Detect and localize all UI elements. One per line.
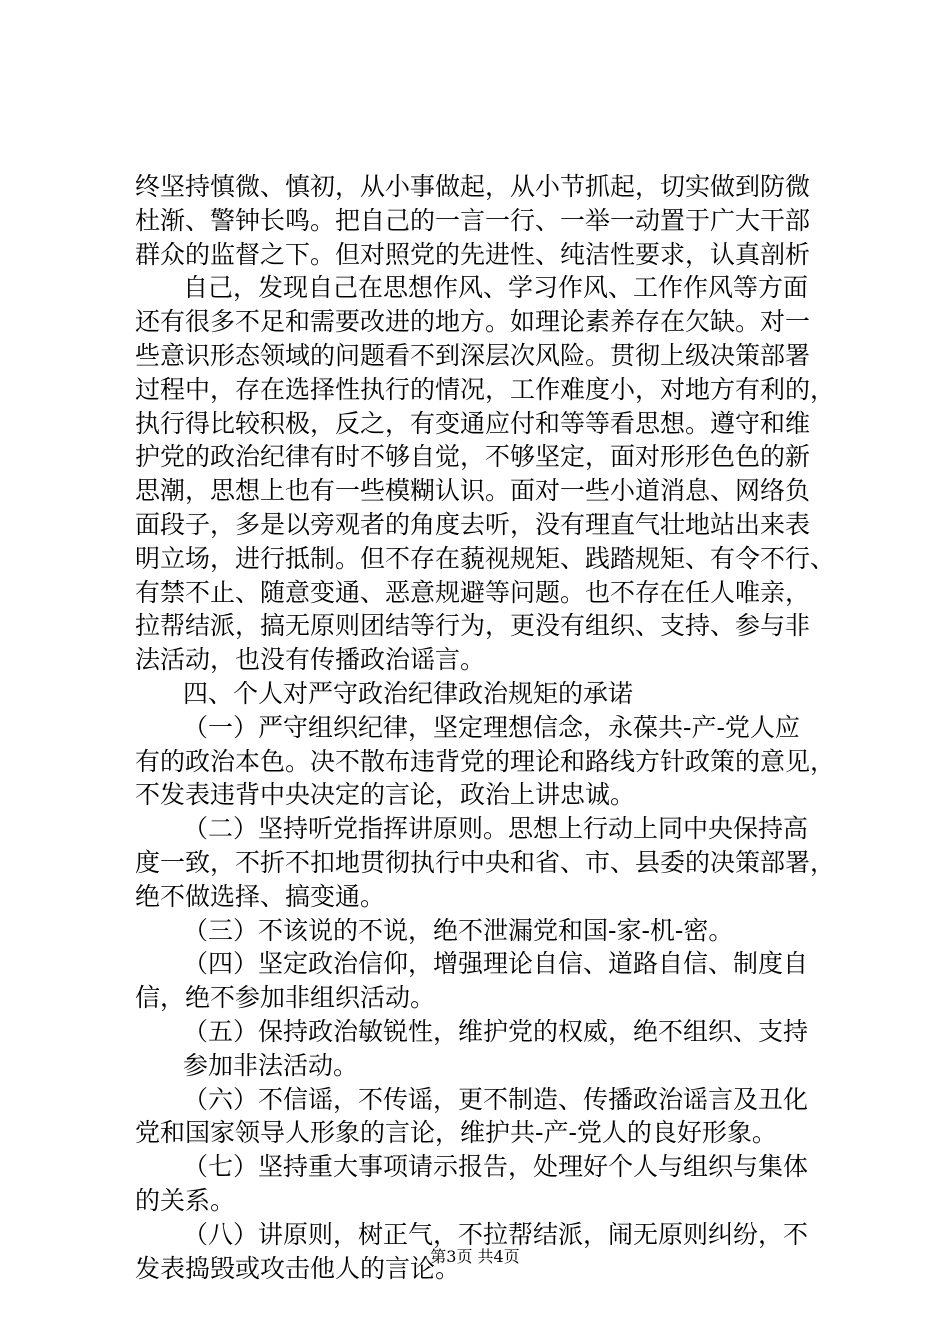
text-line: 思潮，思想上也有一些模糊认识。面对一些小道消息、网络负 [135,476,811,506]
text-line: 有的政治本色。决不散布违背党的理论和路线方针政策的意见， [135,746,836,776]
text-line: （七）坚持重大事项请示报告，处理好个人与组织与集体 [183,1152,809,1182]
text-line: 信，绝不参加非组织活动。 [135,983,436,1013]
text-line: 护党的政治纪律有时不够自觉，不够坚定，面对形形色色的新 [135,442,811,472]
text-line: 不发表违背中央决定的言论，政治上讲忠诚。 [135,780,636,810]
text-line: （八）讲原则，树正气，不拉帮结派，闹无原则纠纷，不 [183,1219,809,1249]
text-line: （二）坚持听党指挥讲原则。思想上行动上同中央保持高 [183,814,809,844]
text-line: 杜渐、警钟长鸣。把自己的一言一行、一举一动置于广大干部 [135,205,811,235]
text-line: 自己，发现自己在思想作风、学习作风、工作作风等方面 [183,273,809,303]
text-line: （六）不信谣，不传谣，更不制造、传播政治谣言及丑化 [183,1084,809,1114]
text-line: 的关系。 [135,1185,236,1215]
text-line: （四）坚定政治信仰，增强理论自信、道路自信、制度自 [183,949,809,979]
text-line: 明立场，进行抵制。但不存在藐视规矩、践踏规矩、有令不行、 [135,543,836,573]
text-line: 绝不做选择、搞变通。 [135,881,386,911]
text-line: 参加非法活动。 [183,1050,359,1080]
text-line: 执行得比较积极，反之，有变通应付和等等看思想。遵守和维 [135,408,811,438]
text-line: 度一致，不折不扣地贯彻执行中央和省、市、县委的决策部署， [135,847,836,877]
text-line: 拉帮结派，搞无原则团结等行为，更没有组织、支持、参与非 [135,611,811,641]
text-line: 终坚持慎微、慎初，从小事做起，从小节抓起，切实做到防微 [135,172,811,201]
text-line: 过程中，存在选择性执行的情况，工作难度小，对地方有利的， [135,374,836,404]
text-line: 面段子，多是以旁观者的角度去听，没有理直气壮地站出来表 [135,509,811,539]
text-line: 还有很多不足和需要改进的地方。如理论素养存在欠缺。对一 [135,307,811,337]
text-line: （五）保持政治敏锐性，维护党的权威，绝不组织、支持 [183,1016,809,1046]
text-line: 党和国家领导人形象的言论，维护共-产-党人的良好形象。 [135,1118,777,1148]
page-footer: 第3页 共4页 [430,1247,520,1266]
text-line: 群众的监督之下。但对照党的先进性、纯洁性要求，认真剖析 [135,239,811,269]
text-line: 有禁不止、随意变通、恶意规避等问题。也不存在任人唯亲， [135,577,811,607]
text-line: （一）严守组织纪律，坚定理想信念，永葆共-产-党人应 [183,712,800,742]
body-text [135,170,835,1285]
text-line: 些意识形态领域的问题看不到深层次风险。贯彻上级决策部署 [135,340,811,370]
text-line: 法活动，也没有传播政治谣言。 [135,645,486,675]
text-line: （三）不该说的不说，绝不泄漏党和国-家-机-密。 [183,915,734,945]
text-line: 四、个人对严守政治纪律政治规矩的承诺 [183,678,634,708]
text-line: 发表捣毁或攻击他人的言论。 [135,1253,461,1283]
